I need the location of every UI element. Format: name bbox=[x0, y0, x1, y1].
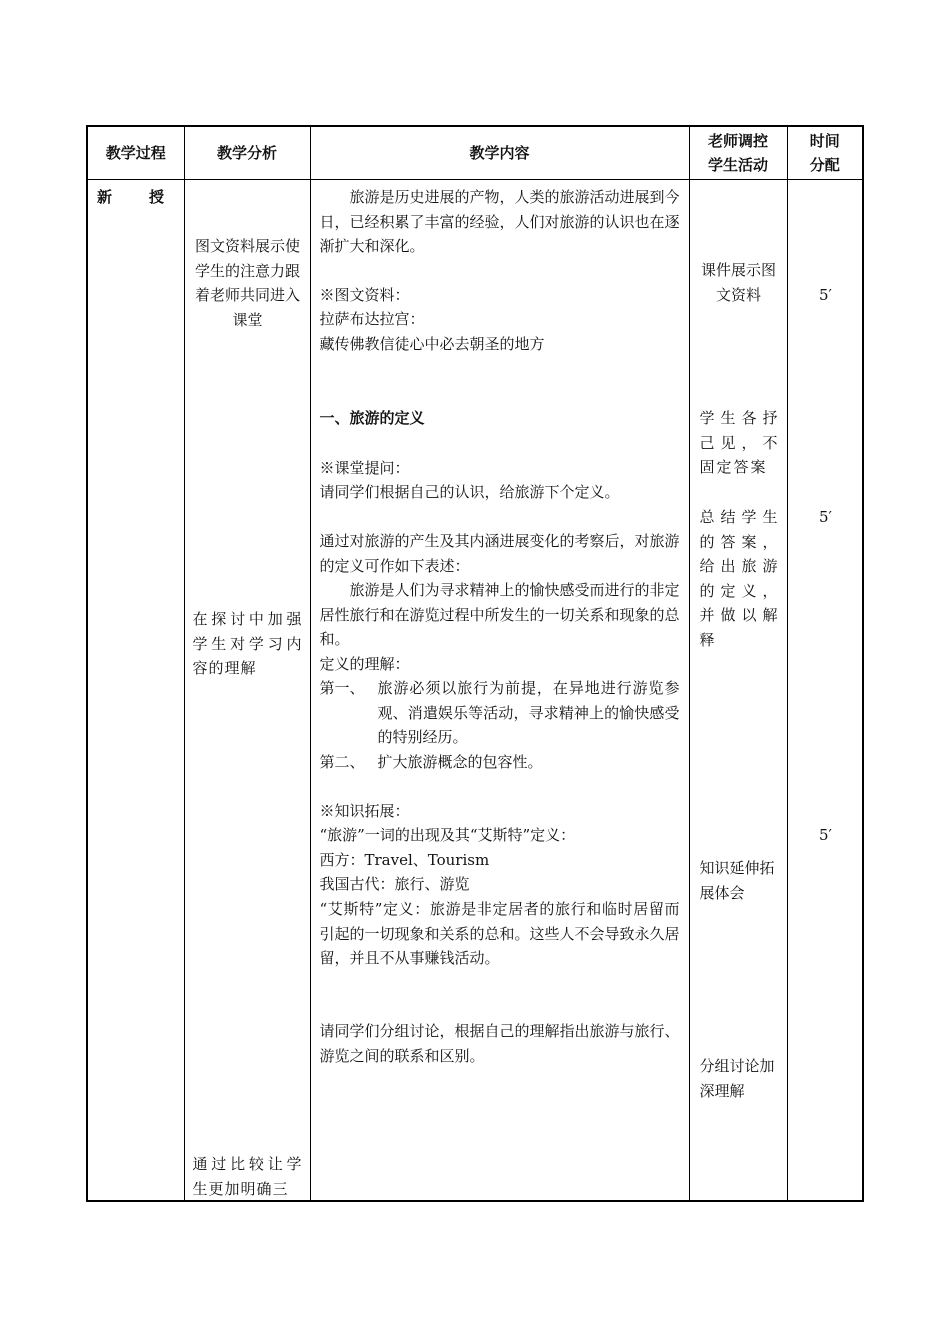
content-cell bbox=[310, 180, 689, 1202]
lesson-plan-table bbox=[86, 125, 864, 1202]
teacher-note-2: 学生各抒己见，不固定答案 bbox=[699, 409, 780, 476]
header-teacher-line2: 学生活动 bbox=[707, 156, 768, 174]
process-cell bbox=[87, 180, 184, 1202]
classroom-question-text: 请同学们根据自己的认识，给旅游下个定义。 bbox=[319, 483, 620, 501]
definition-point-1 bbox=[320, 676, 680, 750]
knowledge-extension-line-2: 西方：Travel、Tourism bbox=[319, 851, 490, 869]
analysis-note-2: 在探讨中加强学生对学习内容的理解 bbox=[192, 610, 303, 677]
teacher-activity-cell bbox=[689, 180, 787, 1202]
content-image-place: 拉萨布达拉宫： bbox=[319, 310, 425, 328]
section-definition-title: 一、旅游的定义 bbox=[319, 409, 425, 427]
point-1-marker: 第一、 bbox=[319, 679, 365, 697]
process-char-2: 授 bbox=[149, 188, 165, 206]
header-analysis: 教学分析 bbox=[184, 126, 310, 180]
analysis-note-1: 图文资料展示使学生的注意力跟着老师共同进入课堂 bbox=[194, 237, 300, 329]
definition-point-2 bbox=[320, 750, 680, 775]
teacher-note-1: 课件展示图文资料 bbox=[700, 261, 776, 304]
time-allocation-3: 5′ bbox=[819, 826, 832, 844]
classroom-question-label: ※课堂提问： bbox=[319, 459, 410, 477]
definition-text: 旅游是人们为寻求精神上的愉快感受而进行的非定居性旅行和在游览过程中所发生的一切关系和现象的总和。 bbox=[319, 581, 680, 648]
analysis-cell bbox=[184, 180, 310, 1202]
header-time-line2: 分配 bbox=[809, 156, 840, 174]
knowledge-extension-line-3: 我国古代：旅行、游览 bbox=[319, 875, 470, 893]
header-time bbox=[787, 126, 863, 180]
header-process: 教学过程 bbox=[87, 126, 184, 180]
analysis-note-3: 通过比较让学生更加明确三 bbox=[192, 1155, 303, 1198]
header-teacher-line1: 老师调控 bbox=[707, 132, 768, 150]
time-allocation-1: 5′ bbox=[819, 286, 832, 304]
group-discussion-prompt: 请同学们分组讨论，根据自己的理解指出旅游与旅行、游览之间的联系和区别。 bbox=[319, 1022, 680, 1065]
time-cell bbox=[787, 180, 863, 1202]
time-allocation-2: 5′ bbox=[819, 508, 832, 526]
knowledge-extension-line-1: “旅游”一词的出现及其“艾斯特”定义： bbox=[319, 826, 576, 844]
header-row bbox=[87, 126, 863, 180]
header-time-line1: 时间 bbox=[809, 132, 840, 150]
process-char-1: 新 bbox=[97, 188, 113, 206]
definition-lead: 通过对旅游的产生及其内涵进展变化的考察后，对旅游的定义可作如下表述： bbox=[319, 532, 680, 575]
body-row bbox=[87, 180, 863, 1202]
content-image-desc: 藏传佛教信徒心中必去朝圣的地方 bbox=[319, 335, 545, 353]
header-content: 教学内容 bbox=[310, 126, 689, 180]
definition-understanding-label: 定义的理解： bbox=[319, 655, 410, 673]
content-intro: 旅游是历史进展的产物，人类的旅游活动进展到今日，已经积累了丰富的经验，人们对旅游的认识也在逐渐扩大和深化。 bbox=[319, 188, 680, 255]
knowledge-extension-line-4: “艾斯特”定义：旅游是非定居者的旅行和临时居留而引起的一切现象和关系的总和。这些人不会导致永久居留，并且不从事赚钱活动。 bbox=[319, 900, 680, 967]
point-2-marker: 第二、 bbox=[319, 753, 365, 771]
teacher-note-5: 分组讨论加深理解 bbox=[699, 1057, 775, 1100]
point-2-text: 扩大旅游概念的包容性。 bbox=[377, 753, 543, 771]
content-image-label: ※图文资料： bbox=[319, 286, 410, 304]
point-1-text: 旅游必须以旅行为前提，在异地进行游览参观、消遣娱乐等活动，寻求精神上的愉快感受的特别经历。 bbox=[377, 679, 680, 746]
knowledge-extension-label: ※知识拓展： bbox=[319, 802, 410, 820]
teacher-note-3: 总结学生的答案，给出旅游的定义，并做以解释 bbox=[699, 508, 780, 649]
teacher-note-4: 知识延伸拓展体会 bbox=[699, 859, 775, 902]
header-teacher-activity bbox=[689, 126, 787, 180]
